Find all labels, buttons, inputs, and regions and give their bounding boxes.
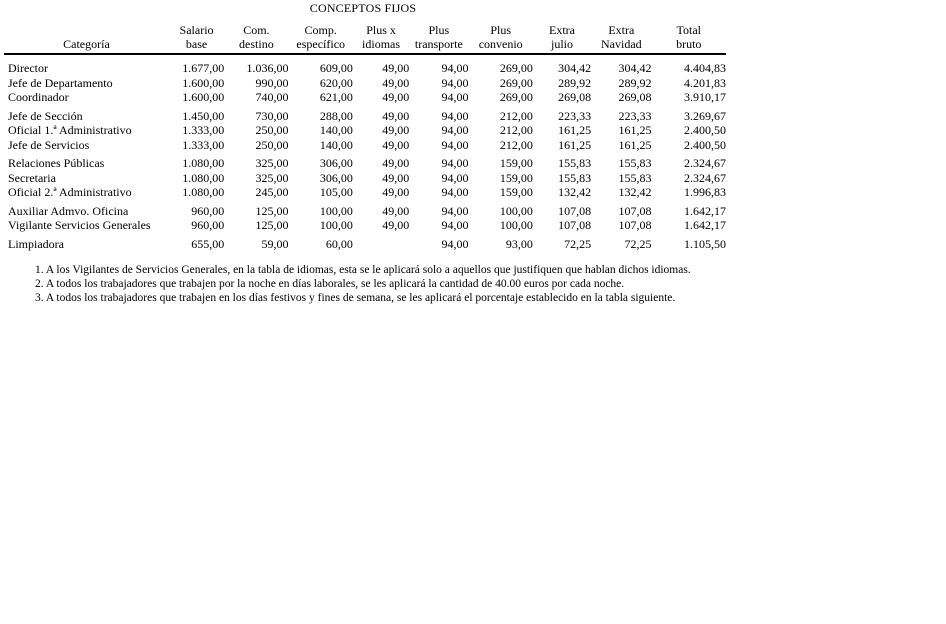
value-cell: 155,83 [618,170,652,185]
footnotes [35,263,946,305]
value-cell: 49,00 [382,75,410,90]
value-cell: 740,00 [255,90,289,104]
value-cell: 72,25 [564,236,592,251]
value-cell: 1.080,00 [182,185,225,199]
header-line-bottom: bruto [676,37,702,51]
table-row [4,233,726,252]
header-line-top: Salario [179,23,214,37]
value-cell: 49,00 [382,137,410,152]
table-row [4,200,726,219]
value-cell: 105,00 [319,185,353,199]
category-cell: Jefe de Sección [8,108,83,123]
value-cell: 289,92 [618,75,652,90]
value-cell: 1.642,17 [684,203,726,218]
value-cell: 304,42 [558,61,592,75]
value-cell: 1.677,00 [182,61,225,75]
value-cell: 159,00 [499,185,533,199]
value-cell: 94,00 [441,137,469,152]
row-group [4,105,726,153]
table-row [4,171,726,186]
value-cell: 212,00 [499,108,533,123]
value-cell: 94,00 [441,185,469,199]
value-cell: 1.642,17 [684,218,726,232]
note-1: 1. A los Vigilantes de Servicios Generales, en la tabla de idiomas, esta se le aplicará solo a aquellos que justifiquen que hablan dichos idiomas. [35,264,691,276]
value-cell: 49,00 [382,61,410,75]
header-plus-convenio [469,23,533,54]
value-cell: 49,00 [382,170,410,185]
value-cell: 960,00 [191,203,225,218]
header-extra-julio [533,23,591,54]
value-cell: 94,00 [441,218,469,232]
value-cell: 609,00 [319,61,353,75]
value-cell: 140,00 [319,137,353,152]
note-3: 3. A todos los trabajadores que trabajen en los días festivos y fines de semana, se les aplicará el porcentaje establecido en la tabla siguiente. [35,292,676,304]
value-cell: 132,42 [558,185,592,199]
value-cell: 269,00 [499,61,533,75]
value-cell: 132,42 [618,185,652,199]
value-cell: 288,00 [319,108,353,123]
page-title: CONCEPTOS FIJOS [309,1,417,15]
header-line-bottom: Categoría [63,37,110,51]
value-cell: 94,00 [441,156,469,170]
value-cell: 107,08 [558,203,592,218]
value-cell: 1.105,50 [684,236,726,251]
value-cell: 49,00 [382,156,410,170]
category-cell: Jefe de Departamento [8,75,113,90]
value-cell: 304,42 [618,61,652,75]
value-cell: 155,83 [558,156,592,170]
value-cell: 4.201,83 [684,75,726,90]
value-cell: 1.036,00 [246,61,289,75]
header-line-top: Plus [490,23,512,37]
row-group [4,152,726,200]
value-cell: 269,00 [499,75,533,90]
value-cell: 125,00 [255,203,289,218]
category-cell: Oficial 1.ª Administrativo [8,123,132,137]
table-row [4,138,726,153]
value-cell: 212,00 [499,137,533,152]
value-cell: 161,25 [618,123,652,137]
value-cell: 730,00 [255,108,289,123]
value-cell: 223,33 [558,108,592,123]
value-cell: 655,00 [191,236,225,251]
header-line-top: Plus x [366,23,396,37]
value-cell: 72,25 [624,236,652,251]
table-row [4,185,726,200]
value-cell: 100,00 [319,203,353,218]
value-cell: 2.400,50 [684,137,726,152]
value-cell: 1.450,00 [182,108,225,123]
header-plus-transporte [409,23,468,54]
value-cell: 223,33 [618,108,652,123]
category-cell: Secretaria [8,170,56,185]
value-cell: 94,00 [441,170,469,185]
category-cell: Director [8,61,48,75]
header-line-bottom: julio [551,37,574,51]
header-line-top: Extra [608,23,635,37]
value-cell: 60,00 [325,236,353,251]
header-line-bottom: convenio [478,37,523,51]
value-cell: 620,00 [319,75,353,90]
header-total-bruto [652,23,727,54]
value-cell: 161,25 [618,137,652,152]
header-comp-especifico [289,23,353,54]
value-cell: 306,00 [319,170,353,185]
category-cell: Jefe de Servicios [8,137,90,152]
value-cell: 140,00 [319,123,353,137]
value-cell: 1.333,00 [182,137,225,152]
conceptos-fijos-table [4,23,726,251]
value-cell: 269,08 [558,90,592,104]
header-line-top: Com. [243,23,270,37]
value-cell: 2.400,50 [684,123,726,137]
table-row [4,76,726,91]
value-cell: 125,00 [255,218,289,232]
value-cell: 94,00 [441,90,469,104]
value-cell: 1.080,00 [182,156,225,170]
table-row [4,54,726,76]
value-cell: 93,00 [505,236,533,251]
value-cell: 1.600,00 [182,90,225,104]
value-cell: 49,00 [382,203,410,218]
value-cell: 100,00 [499,203,533,218]
value-cell: 2.324,67 [684,170,726,185]
value-cell: 94,00 [441,61,469,75]
value-cell: 49,00 [382,108,410,123]
value-cell: 3.910,17 [684,90,726,104]
category-cell: Auxiliar Admvo. Oficina [8,203,129,218]
value-cell: 155,83 [618,156,652,170]
value-cell: 49,00 [382,90,410,104]
value-cell: 94,00 [441,75,469,90]
header-categoria [4,23,169,54]
header-line-bottom: base [185,37,208,51]
category-cell: Oficial 2.ª Administrativo [8,185,132,199]
value-cell: 49,00 [382,185,410,199]
value-cell: 107,08 [618,203,652,218]
category-cell: Relaciones Públicas [8,156,105,170]
header-line-bottom: destino [239,37,274,51]
header-line-bottom: Navidad [601,37,642,51]
value-cell: 94,00 [441,123,469,137]
table-header [4,23,726,54]
note-2: 2. A todos los trabajadores que trabajen por la noche en días laborales, se les aplicará la cantidad de 40.00 euros por cada noche. [35,278,625,290]
table-row [4,218,726,233]
value-cell: 1.080,00 [182,170,225,185]
value-cell: 212,00 [499,123,533,137]
row-group [4,233,726,252]
header-line-bottom: específico [296,37,346,51]
table-row [4,105,726,124]
value-cell: 159,00 [499,170,533,185]
value-cell: 161,25 [558,123,592,137]
row-group [4,200,726,233]
header-line-bottom: idiomas [362,37,401,51]
value-cell: 94,00 [441,236,469,251]
value-cell: 94,00 [441,108,469,123]
header-line-top: Total [676,23,701,37]
value-cell: 245,00 [255,185,289,199]
value-cell: 94,00 [441,203,469,218]
value-cell: 2.324,67 [684,156,726,170]
value-cell: 621,00 [319,90,353,104]
value-cell: 49,00 [382,123,410,137]
value-cell: 990,00 [255,75,289,90]
value-cell: 269,08 [618,90,652,104]
header-extra-navidad [591,23,651,54]
value-cell: 325,00 [255,156,289,170]
value-cell: 289,92 [558,75,592,90]
value-cell: 4.404,83 [684,61,726,75]
value-cell [353,233,409,252]
value-cell: 960,00 [191,218,225,232]
header-line-top: Comp. [304,23,337,37]
category-cell: Vigilante Servicios Generales [8,218,151,232]
header-line-top: Plus [428,23,450,37]
value-cell: 250,00 [255,137,289,152]
value-cell: 3.269,67 [684,108,726,123]
header-row [4,23,726,54]
table-row [4,90,726,105]
header-com-destino [224,23,288,54]
value-cell: 250,00 [255,123,289,137]
value-cell: 306,00 [319,156,353,170]
value-cell: 107,08 [618,218,652,232]
value-cell: 1.600,00 [182,75,225,90]
row-group [4,54,726,105]
category-cell: Limpiadora [8,236,64,251]
value-cell: 59,00 [261,236,289,251]
header-line-top: Extra [549,23,576,37]
value-cell: 107,08 [558,218,592,232]
header-line-bottom: transporte [414,37,463,51]
value-cell: 155,83 [558,170,592,185]
header-plus-idiomas [353,23,409,54]
header-salario-base [169,23,224,54]
table-row [4,152,726,171]
category-cell: Coordinador [8,90,69,104]
value-cell: 269,00 [499,90,533,104]
value-cell: 161,25 [558,137,592,152]
table-row [4,123,726,138]
value-cell: 325,00 [255,170,289,185]
value-cell: 1.996,83 [684,185,726,199]
value-cell: 100,00 [319,218,353,232]
value-cell: 1.333,00 [182,123,225,137]
value-cell: 159,00 [499,156,533,170]
value-cell: 100,00 [499,218,533,232]
value-cell: 49,00 [382,218,410,232]
